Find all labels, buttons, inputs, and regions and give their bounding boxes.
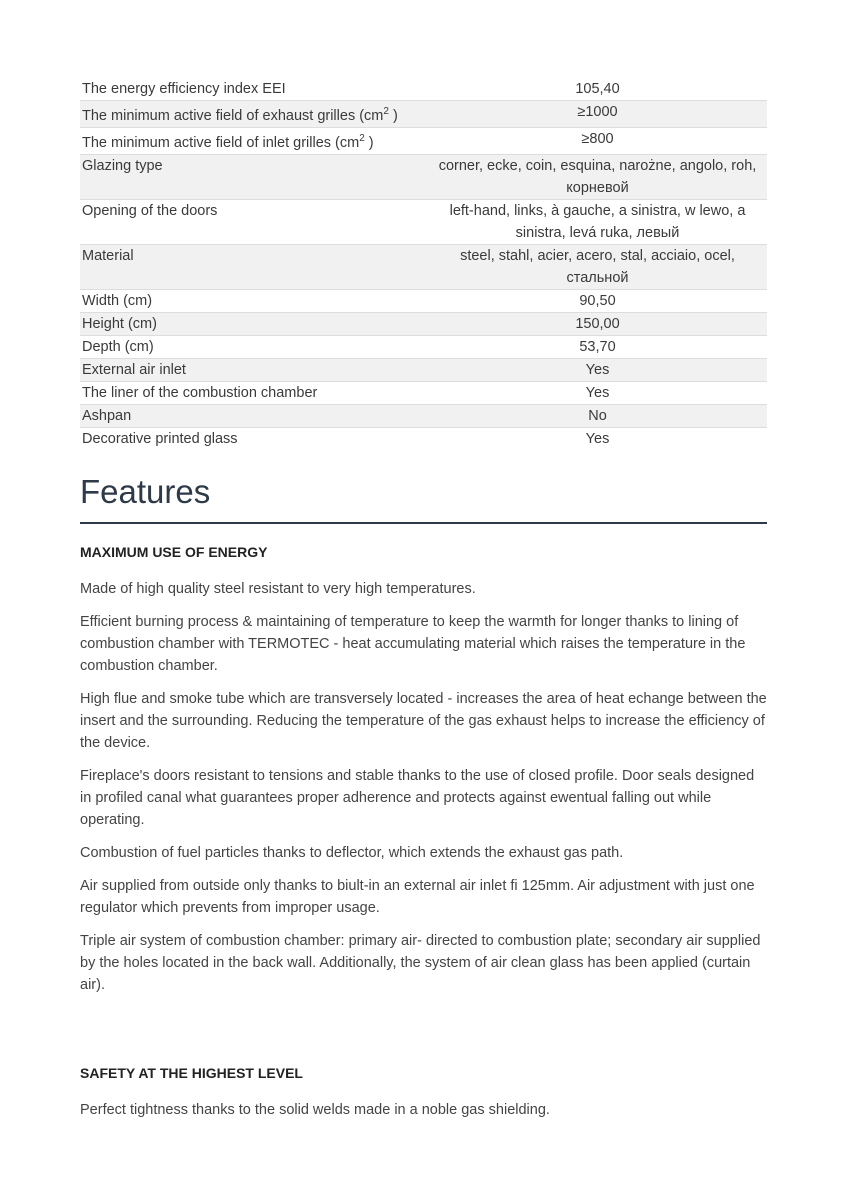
specifications-table <box>80 78 767 450</box>
table-row <box>80 199 767 244</box>
table-row <box>80 335 767 358</box>
table-row <box>80 358 767 381</box>
spec-value: 90,50 <box>579 292 616 309</box>
paragraph: Made of high quality steel resistant to very high temperatures. <box>80 580 476 597</box>
section-heading-safety: SAFETY AT THE HIGHEST LEVEL <box>80 1064 303 1081</box>
paragraph: Combustion of fuel particles thanks to deflector, which extends the exhaust gas path. <box>80 844 624 861</box>
spec-value: Yes <box>585 384 610 401</box>
table-row <box>80 127 767 154</box>
spec-value: Yes <box>585 361 610 378</box>
paragraph: Fireplace's doors resistant to tensions and stable thanks to the use of closed profile. Door seals designed in profiled canal what guarantees proper adherence and protects against ewentual falling out while operating. <box>80 767 755 828</box>
spec-label: Depth (cm) <box>82 338 154 355</box>
table-row <box>80 244 767 289</box>
spec-value: 105,40 <box>575 81 620 97</box>
spec-label: Ashpan <box>82 407 132 424</box>
spec-value: left-hand, links, à gauche, a sinistra, w lewo, a sinistra, levá ruka, левый <box>449 202 746 241</box>
spec-value: steel, stahl, acier, acero, stal, acciaio, ocel, стальной <box>460 247 735 286</box>
spec-label: Decorative printed glass <box>82 430 238 447</box>
spacer <box>80 1007 767 1045</box>
spec-label: The minimum active field of inlet grilles ($cm^2$ ) <box>82 132 374 151</box>
page <box>80 78 767 1132</box>
spec-label: Glazing type <box>82 157 163 174</box>
spec-value: No <box>588 407 607 424</box>
paragraph: High flue and smoke tube which are transversely located - increases the area of heat echange between the insert and the surrounding. Reducing the temperature of the gas exhaust helps to increase the efficiency of the device. <box>80 690 767 751</box>
spec-label: The minimum active field of exhaust grilles ($cm^2$ ) <box>82 106 398 124</box>
table-row <box>80 154 767 199</box>
table-row <box>80 78 767 101</box>
section-heading-energy: MAXIMUM USE OF ENERGY <box>80 543 268 560</box>
spec-label: Material <box>82 247 134 264</box>
spec-value: ≥800 <box>581 130 614 147</box>
table-row <box>80 312 767 335</box>
spec-label: Height (cm) <box>82 315 157 332</box>
spec-value: Yes <box>585 430 610 447</box>
features-title: Features <box>80 472 767 524</box>
paragraph: Efficient burning process & maintaining of temperature to keep the warmth for longer thanks to lining of combustion chamber with TERMOTEC - heat accumulating material which raises the temperature in the combustion chamber. <box>80 613 746 674</box>
table-row <box>80 404 767 427</box>
spec-value: ≥1000 <box>577 104 618 120</box>
table-row <box>80 289 767 312</box>
spec-label: Width (cm) <box>82 292 153 309</box>
paragraph: Air supplied from outside only thanks to biult-in an external air inlet fi 125mm. Air adjustment with just one regulator which prevents from improper usage. <box>80 877 755 916</box>
spec-label: The energy efficiency index EEI <box>82 81 286 97</box>
table-row <box>80 381 767 404</box>
spec-value: 150,00 <box>575 315 620 332</box>
spec-value: 53,70 <box>579 338 616 355</box>
spec-label: External air inlet <box>82 361 186 378</box>
spec-value: corner, ecke, coin, esquina, narożne, angolo, roh, корневой <box>438 157 757 196</box>
paragraph: Triple air system of combustion chamber: primary air- directed to combustion plate; secondary air supplied by the holes located in the back wall. Additionally, the system of air clean glass has been applied (curtain air). <box>80 932 761 993</box>
table-row <box>80 101 767 128</box>
spec-label: The liner of the combustion chamber <box>82 384 318 401</box>
spec-label: Opening of the doors <box>82 202 218 219</box>
table-row <box>80 427 767 450</box>
paragraph: Perfect tightness thanks to the solid welds made in a noble gas shielding. <box>80 1101 550 1118</box>
